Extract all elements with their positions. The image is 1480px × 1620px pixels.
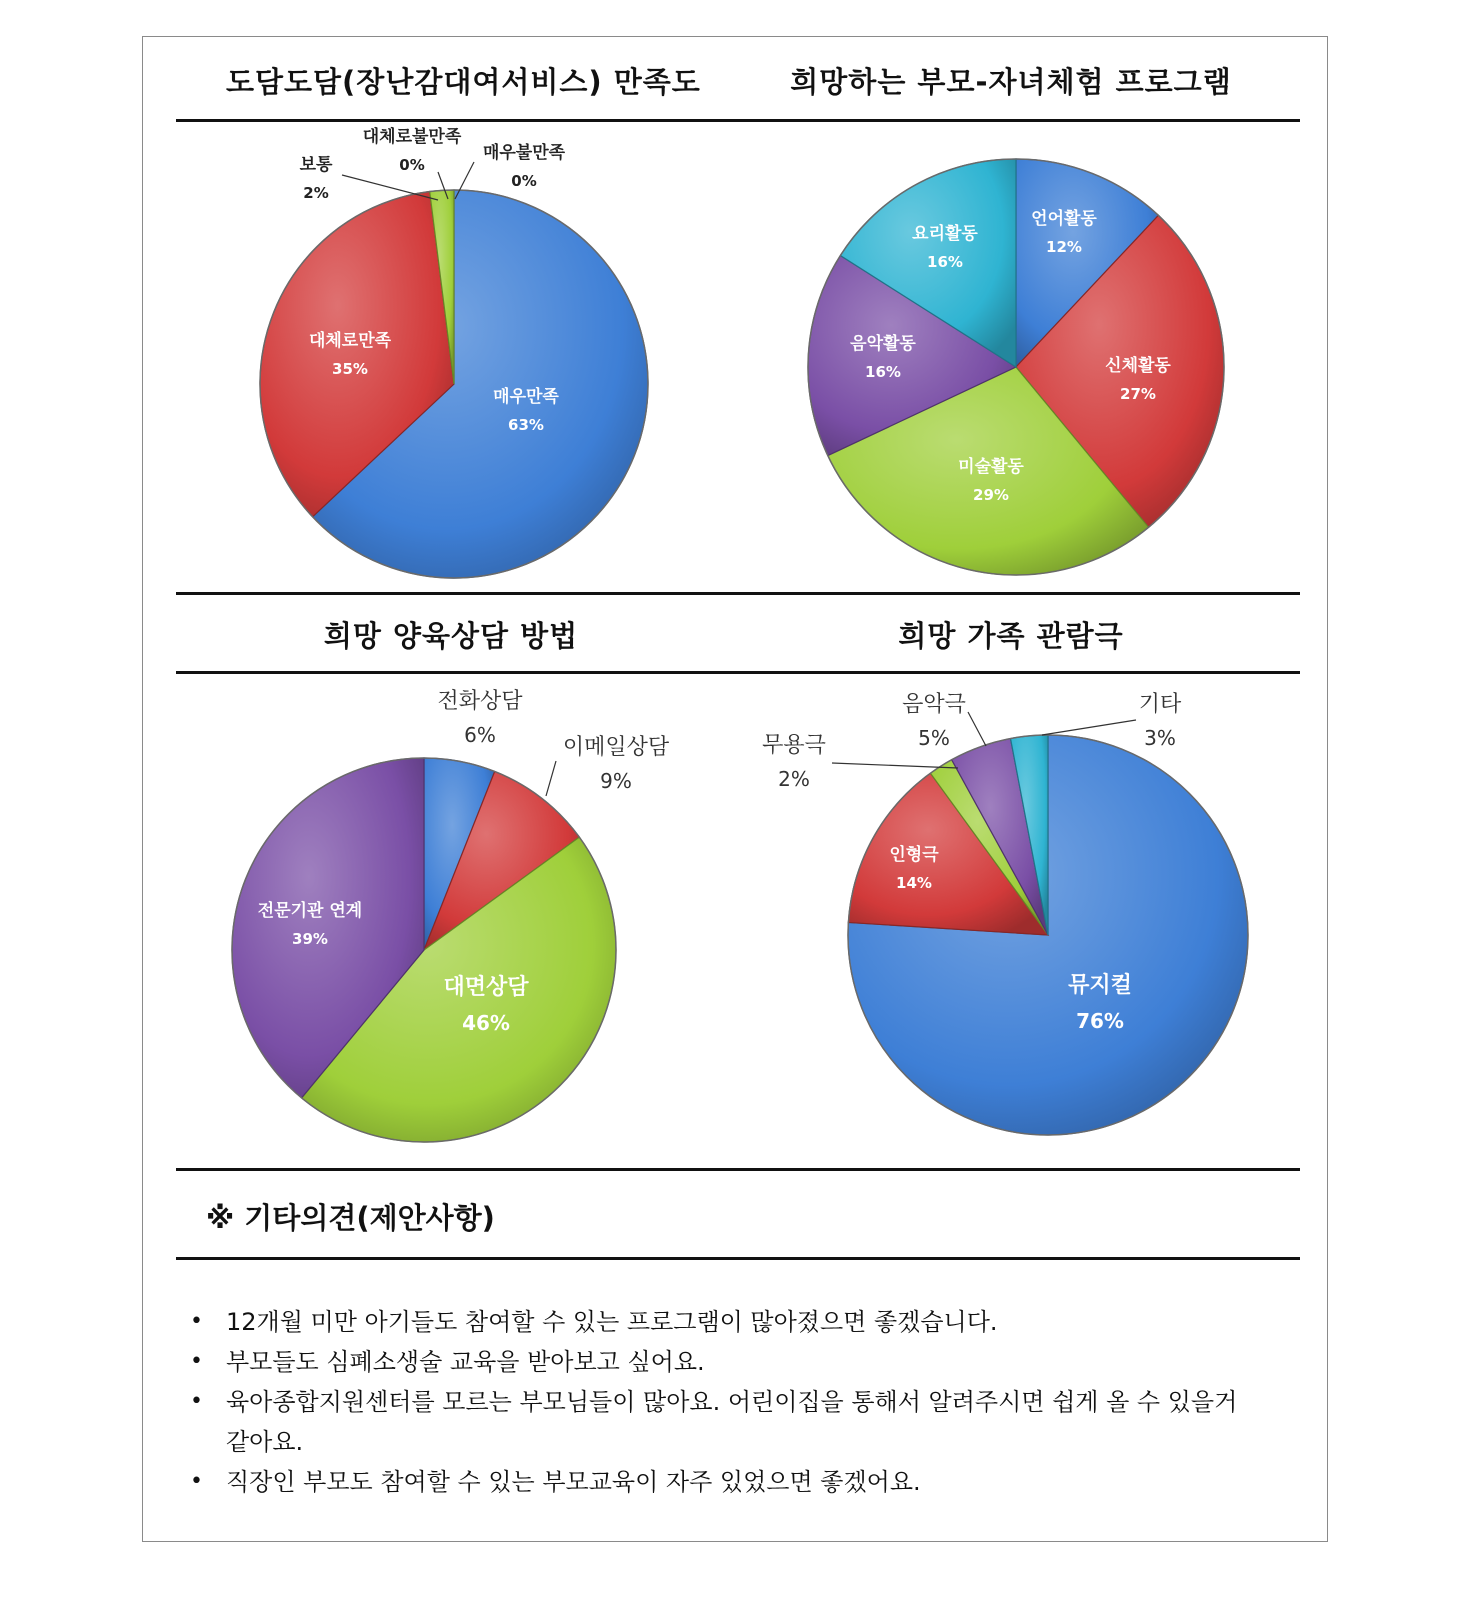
bullet: • — [190, 1349, 203, 1374]
slice-label: 기타 — [1138, 692, 1182, 717]
note-item — [186, 1302, 1266, 1342]
slice-label: 이메일상담 — [562, 735, 670, 760]
slice-value-label: 3% — [1144, 726, 1176, 750]
chart-title-counseling: 희망 양육상담 방법 — [323, 619, 579, 653]
slice-value-label: 6% — [464, 723, 496, 747]
slice-value-label: 16% — [865, 363, 901, 381]
bullet: • — [190, 1309, 203, 1334]
pie-chart-2 — [808, 159, 1224, 575]
leader-line — [968, 712, 986, 746]
slice-label: 인형극 — [889, 845, 939, 865]
note-text: 부모들도 심폐소생술 교육을 받아보고 싶어요. — [226, 1348, 705, 1376]
slice-label: 언어활동 — [1031, 209, 1097, 229]
slice-value-label: 0% — [399, 156, 425, 174]
divider-4 — [176, 1168, 1300, 1171]
slice-label: 대체로불만족 — [362, 127, 462, 147]
leader-line — [1042, 720, 1136, 735]
leader-line — [546, 761, 556, 796]
slice-label: 대면상담 — [443, 975, 529, 1000]
slice-value-label: 27% — [1120, 385, 1156, 403]
slice-value-label: 76% — [1076, 1009, 1124, 1033]
slice-value-label: 35% — [332, 360, 368, 378]
slice-label: 보통 — [299, 155, 333, 175]
slice-value-label: 5% — [918, 726, 950, 750]
slice-label: 대체로만족 — [308, 331, 392, 351]
slice-label: 전화상담 — [437, 689, 523, 714]
leader-line — [342, 175, 438, 200]
slice-label: 뮤지컬 — [1068, 973, 1132, 998]
slice-value-label: 0% — [511, 172, 537, 190]
slice-label: 신체활동 — [1105, 356, 1171, 376]
slice-label: 요리활동 — [912, 224, 978, 244]
note-item — [186, 1342, 1266, 1382]
leader-line — [832, 763, 958, 768]
slice-value-label: 39% — [292, 930, 328, 948]
notes-title: ※ 기타의견(제안사항) — [206, 1201, 495, 1235]
note-text: 12개월 미만 아기들도 참여할 수 있는 프로그램이 많아졌으면 좋겠습니다. — [226, 1308, 998, 1336]
slice-value-label: 2% — [778, 767, 810, 791]
slice-label: 매우불만족 — [482, 143, 566, 163]
slice-label: 무용극 — [762, 733, 826, 758]
chart-title-programs: 희망하는 부모-자녀체험 프로그램 — [790, 65, 1232, 99]
slice-label: 전문기관 연계 — [257, 901, 363, 921]
slice-value-label: 12% — [1046, 238, 1082, 256]
slice-value-label: 16% — [927, 253, 963, 271]
pie-chart-3 — [232, 689, 670, 1142]
slice-value-label: 63% — [508, 416, 544, 434]
bullet: • — [190, 1469, 203, 1494]
slice-label: 매우만족 — [493, 387, 559, 407]
note-item — [186, 1382, 1266, 1462]
slice-label: 음악활동 — [850, 334, 916, 354]
slice-label: 음악극 — [902, 692, 966, 717]
bullet: • — [190, 1389, 203, 1414]
pie-chart-4 — [762, 692, 1248, 1135]
slice-value-label: 14% — [896, 874, 932, 892]
note-text: 육아종합지원센터를 모르는 부모님들이 많아요. 어린이집을 통해서 알려주시면 쉽게 올 수 있을거 같아요. — [226, 1388, 1238, 1456]
chart-title-plays: 희망 가족 관람극 — [898, 619, 1124, 653]
slice-label: 미술활동 — [958, 457, 1024, 477]
slice-value-label: 9% — [600, 769, 632, 793]
divider-5 — [176, 1257, 1300, 1260]
slice-value-label: 2% — [303, 184, 329, 202]
note-text: 직장인 부모도 참여할 수 있는 부모교육이 자주 있었으면 좋겠어요. — [226, 1468, 921, 1496]
chart-title-satisfaction: 도담도담(장난감대여서비스) 만족도 — [226, 65, 701, 99]
note-item — [186, 1462, 1266, 1502]
slice-value-label: 29% — [973, 486, 1009, 504]
pie-chart-1 — [260, 126, 648, 578]
slice-value-label: 46% — [462, 1011, 510, 1035]
notes-list — [186, 1302, 1266, 1502]
